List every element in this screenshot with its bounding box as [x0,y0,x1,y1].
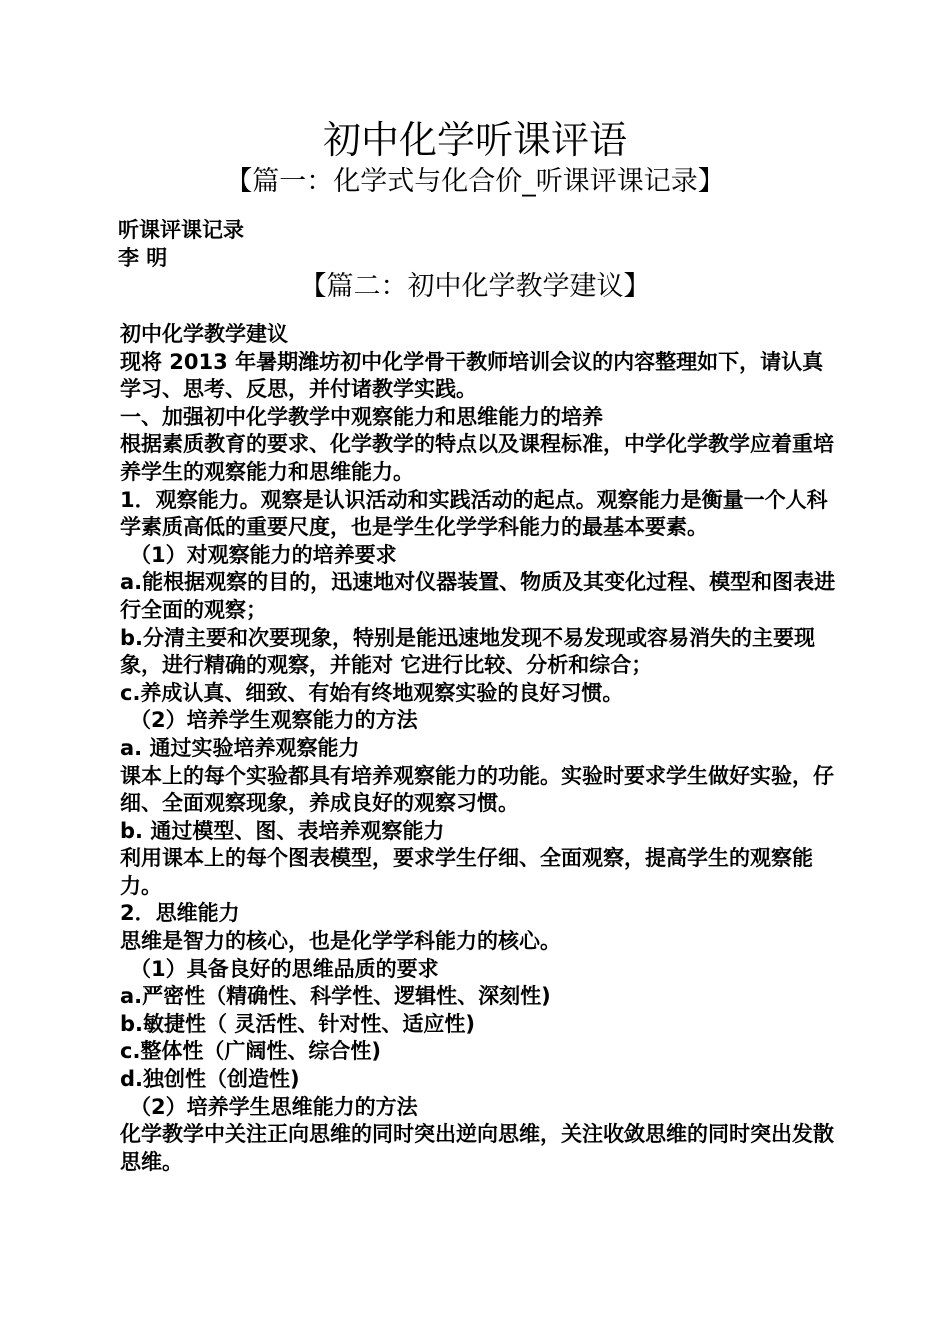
section2-heading: 【篇二：初中化学教学建议】 [299,271,651,302]
list-item: a. 通过实验培养观察能力 [120,735,360,760]
paragraph: 现将 2013 年暑期潍坊初中化学骨干教师培训会议的内容整理如下，请认真学习、思考、反思，并付诸教学实践。 [120,349,824,402]
list-item: a.能根据观察的目的，迅速地对仪器装置、物质及其变化过程、模型和图表进行全面的观察； [120,570,836,622]
section1-heading: 【篇一：化学式与化合价_听课评课记录】 [225,166,725,197]
paragraph: 利用课本上的每个图表模型，要求学生仔细、全面观察，提高学生的观察能力。 [120,846,813,898]
subsection-heading: （1）对观察能力的培养要求 [130,542,397,567]
section1-author: 李 明 [118,246,168,270]
document-title: 初中化学听课评语 [322,118,627,162]
paragraph: 思维是智力的核心，也是化学学科能力的核心。 [120,929,561,954]
list-item: a.严密性（精确性、科学性、逻辑性、深刻性) [120,984,551,1009]
section2-body [116,321,836,1176]
list-item: b.敏捷性（ 灵活性、针对性、适应性) [120,1011,475,1036]
paragraph: 根据素质教育的要求、化学教学的特点以及课程标准，中学化学教学应着重培养学生的观察能力和思维能力。 [120,432,834,484]
subsection-heading: （1）具备良好的思维品质的要求 [130,956,439,981]
section-heading: 2．思维能力 [120,901,240,926]
list-item: c.养成认真、细致、有始有终地观察实验的良好习惯。 [120,680,624,705]
list-item: b.分清主要和次要现象，特别是能迅速地发现不易发现或容易消失的主要现象，进行精确的观察，并能对 它进行比较、分析和综合； [120,625,816,678]
list-item: c.整体性（广阔性、综合性) [120,1039,382,1064]
paragraph: 1．观察能力。观察是认识活动和实践活动的起点。观察能力是衡量一个人科学素质高低的重要尺度，也是学生化学学科能力的最基本要素。 [120,487,828,540]
paragraph-heading: 初中化学教学建议 [120,322,288,346]
list-item: b. 通过模型、图、表培养观察能力 [120,818,445,843]
subsection-heading: （2）培养学生观察能力的方法 [130,708,418,733]
section-heading: 一、加强初中化学教学中观察能力和思维能力的培养 [120,404,603,429]
section1-label: 听课评课记录 [118,218,244,242]
paragraph: 课本上的每个实验都具有培养观察能力的功能。实验时要求学生做好实验，仔细、全面观察现象，养成良好的观察习惯。 [120,763,834,816]
subsection-heading: （2）培养学生思维能力的方法 [130,1094,418,1119]
list-item: d.独创性（创造性) [120,1067,300,1092]
paragraph: 化学教学中关注正向思维的同时突出逆向思维，关注收敛思维的同时突出发散思维。 [120,1122,834,1174]
